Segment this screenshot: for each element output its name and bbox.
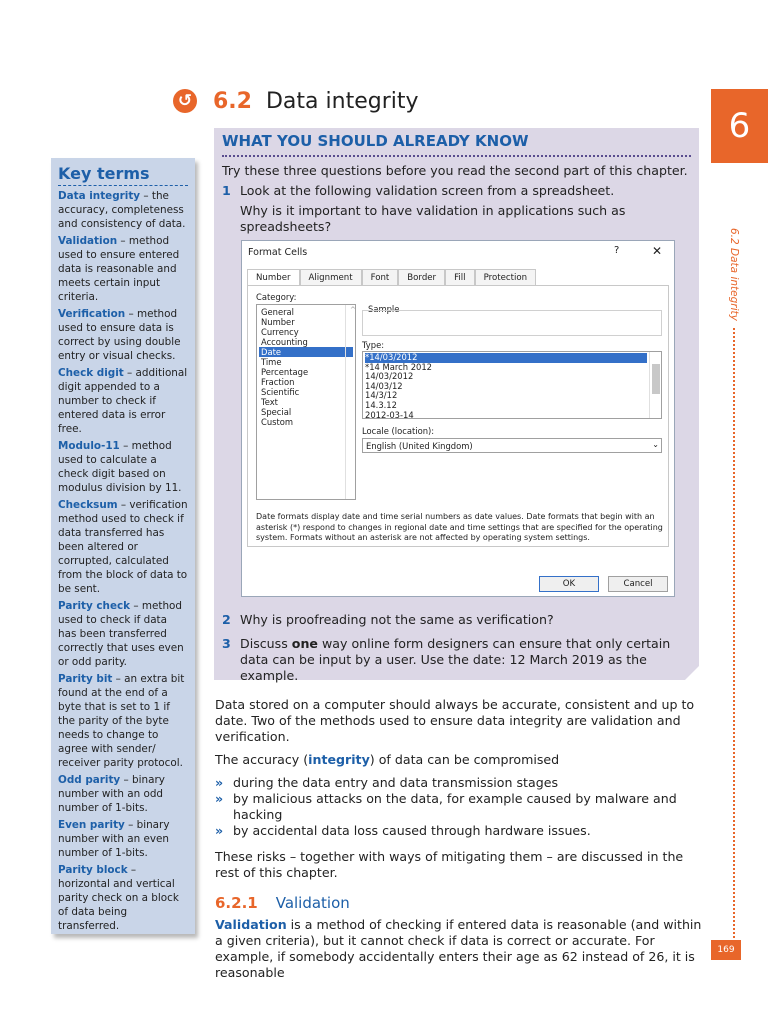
number-tab-panel [247,285,669,547]
question-2-text: Why is proofreading not the same as verification? [240,612,554,627]
tab-font[interactable]: Font [362,269,399,286]
subsection-number: 6.2.1 [215,894,258,912]
sample-label: Sample [368,304,400,314]
category-item[interactable]: General [261,307,295,317]
key-term-item: Verification – method used to ensure data is correct by using double entry or visual checks. [58,308,181,362]
tab-border[interactable]: Border [398,269,445,286]
category-item[interactable]: Scientific [261,387,300,397]
question-2 [222,612,692,632]
locale-select[interactable] [362,438,662,453]
bullet-marker-icon: » [215,775,224,790]
subsection-heading [215,895,705,911]
key-term-item: Validation – method used to ensure entered data is reasonable and meets certain input criteria. [58,235,180,303]
prior-knowledge-intro: Try these three questions before you read the second part of this chapter. [222,163,688,178]
type-item[interactable]: *14 March 2012 [365,361,433,372]
paragraph-2: The accuracy (integrity) of data can be compromised [215,752,560,767]
category-scrollbar[interactable]: ^ [345,305,355,499]
key-term-item: Check digit – additional digit appended to a number to check if entered data is error free. [58,367,188,435]
subsection-title: Validation [275,894,350,912]
question-1-text-a: Look at the following validation screen from a spreadsheet. [240,183,615,198]
key-term-item: Parity check – method used to check if data has been transferred correctly that uses even or odd parity. [58,600,184,668]
key-terms-box [51,158,195,934]
key-term-item: Parity bit – an extra bit found at the end of a byte that is set to 1 if the parity of the byte needs to change to agree with sender/ receiver parity protocol. [58,673,185,769]
tab-alignment[interactable]: Alignment [300,269,362,286]
key-terms-title: Key terms [58,164,188,186]
main-text [215,697,705,988]
question-3-text: Discuss one way online form designers can ensure that only certain data can be input by a user. Use the date: 12 March 2019 as the example. [240,636,671,683]
locale-label: Locale (location): [362,426,435,436]
category-item[interactable]: Percentage [261,367,309,377]
page-number: 169 [711,940,741,960]
close-icon[interactable]: ✕ [652,244,663,258]
bullet-item: » during the data entry and data transmission stages [215,775,559,790]
key-term-item: Even parity – binary number with an even number of 1-bits. [58,819,170,859]
chapter-tab: 6 [711,89,768,163]
type-item[interactable]: 14/03/12 [365,380,403,391]
type-item[interactable]: *14/03/2012 [365,353,647,363]
category-item[interactable]: Number [261,317,295,327]
tab-protection[interactable]: Protection [475,269,536,286]
paragraph-4: Validation is a method of checking if entered data is reasonable (and within a given criteria), but it cannot check if data is correct or accurate. For example, if somebody accidentally enters their age as 62 instead of 26, it is reasonable [215,917,702,980]
type-label: Type: [362,340,385,350]
question-3 [222,636,692,688]
cancel-button[interactable]: Cancel [608,576,668,592]
key-term-item: Modulo-11 – method used to calculate a check digit based on modulus division by 11. [58,440,182,494]
help-icon[interactable]: ? [614,245,620,256]
bullet-item: » by accidental data loss caused through hardware issues. [215,823,591,838]
chapter-arrow-icon: ↺ [173,89,197,113]
format-description: Date formats display date and time serial numbers as date values. Date formats that begin with an asterisk (*) respond to changes in regional date and time settings that are specified for the operating system. Formats without an asterisk are not affected by operating system settings. [256,512,663,542]
key-term-item: Data integrity – the accuracy, completeness and consistency of data. [58,190,186,230]
type-item[interactable]: 14/3/12 [365,390,398,401]
paragraph-3: These risks – together with ways of mitigating them – are discussed in the rest of this chapter. [215,849,684,880]
type-item[interactable]: 14/03/2012 [365,371,414,382]
tab-number[interactable]: Number [247,269,300,286]
category-list[interactable] [256,304,356,500]
tab-fill[interactable]: Fill [445,269,474,286]
category-item[interactable]: Custom [261,417,294,427]
bullet-item: » by malicious attacks on the data, for example caused by malware and hacking [215,791,677,822]
sample-box [362,310,662,336]
dialog-title: Format Cells [248,247,308,258]
question-number: 3 [222,636,231,651]
type-list[interactable] [362,351,662,419]
category-item[interactable]: Time [261,357,282,367]
key-term-item: Odd parity – binary number with an odd number of 1-bits. [58,774,165,814]
question-1 [222,183,691,239]
bullet-marker-icon: » [215,791,224,806]
category-label: Category: [256,292,297,302]
key-term-item: Checksum – verification method used to check if data transferred has been altered or corrupted, calculated from the block of data to be sent. [58,499,188,595]
category-item[interactable]: Fraction [261,377,295,387]
question-number: 1 [222,183,231,198]
type-scrollbar[interactable] [649,352,661,418]
section-number: 6.2 [213,88,252,114]
chevron-down-icon: ⌄ [652,440,659,449]
question-number: 2 [222,612,231,627]
type-item[interactable]: 2012-03-14 [365,409,414,420]
key-term-validation: Validation [215,917,287,932]
locale-value: English (United Kingdom) [366,441,473,451]
key-terms-list [58,189,188,933]
risk-bullets [215,775,705,839]
ok-button[interactable]: OK [539,576,599,592]
side-dotted-rule [733,328,735,938]
key-term-integrity: integrity [308,752,370,767]
question-1-text-b: Why is it important to have validation in applications such as spreadsheets? [240,203,626,234]
category-item[interactable]: Date [259,347,353,357]
type-item[interactable]: 14.3.12 [365,399,397,410]
dialog-tabs [247,269,536,286]
category-item[interactable]: Currency [261,327,299,337]
category-item[interactable]: Text [261,397,278,407]
key-term-item: Parity block – horizontal and vertical parity check on a block of data being transferred. [58,864,179,932]
section-title: Data integrity [265,88,419,114]
paragraph-1: Data stored on a computer should always be accurate, consistent and up to date. Two of the methods used to ensure data integrity are validation and verification. [215,697,695,744]
bullet-marker-icon: » [215,823,224,838]
category-item[interactable]: Special [261,407,292,417]
section-heading [173,86,419,116]
side-running-label: 6.2 Data integrity [728,228,740,321]
category-item[interactable]: Accounting [261,337,308,347]
prior-knowledge-title: WHAT YOU SHOULD ALREADY KNOW [222,132,691,157]
format-cells-dialog [241,240,675,597]
